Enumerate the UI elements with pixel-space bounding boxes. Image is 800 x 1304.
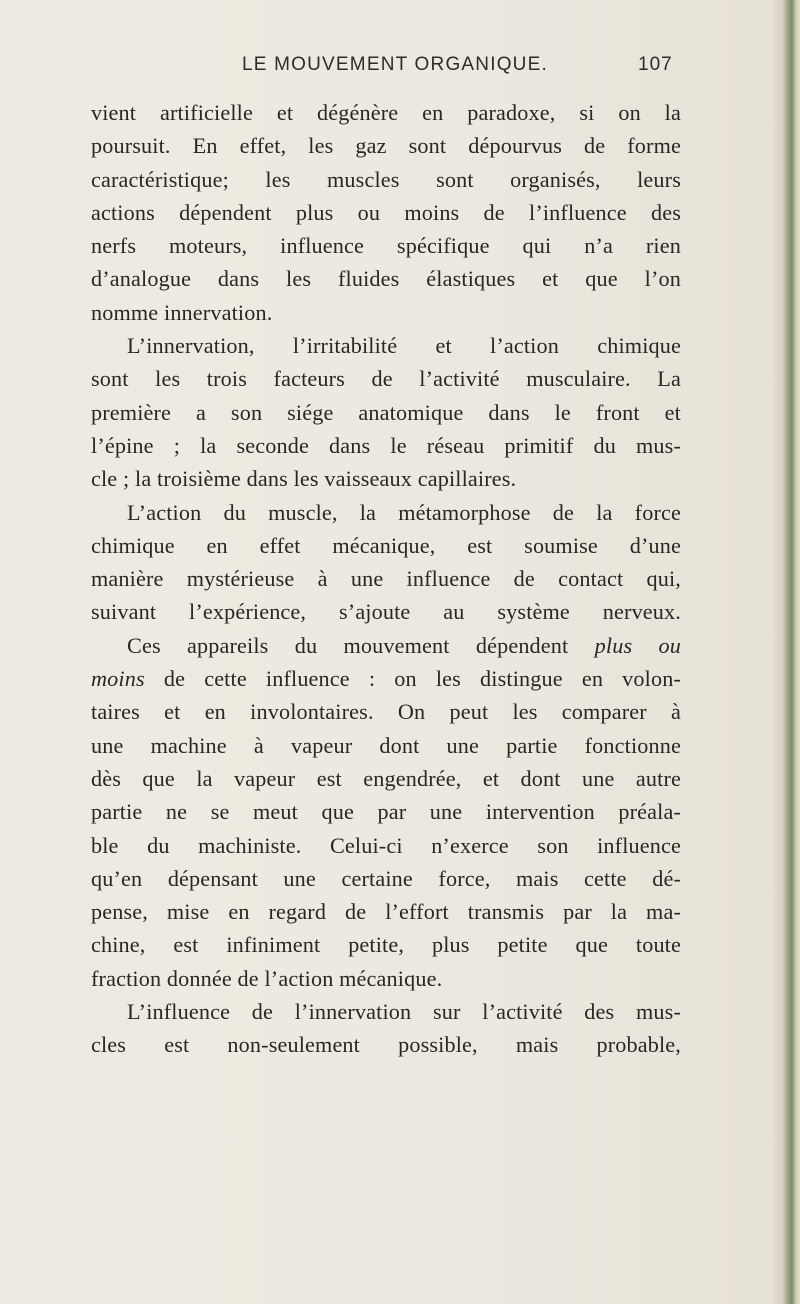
text-line: cles est non-seulement possible, mais probable, xyxy=(91,1032,681,1058)
text-segment: Ces appareils du mouvement dépendent xyxy=(127,632,569,658)
text-line-with-italic xyxy=(91,662,681,695)
text-line: nerfs moteurs, influence spécifique qui n’a rien xyxy=(91,233,681,259)
running-head: LE MOUVEMENT ORGANIQUE. xyxy=(242,54,548,75)
text-line: fraction donnée de l’action mécanique. xyxy=(91,965,443,991)
text-line: qu’en dépensant une certaine force, mais cette dé- xyxy=(91,865,681,891)
text-line: chimique en effet mécanique, est soumise d’une xyxy=(91,532,681,558)
text-line: caractéristique; les muscles sont organisés, leurs xyxy=(91,166,681,192)
page-number: 107 xyxy=(638,54,673,75)
text-line: partie ne se meut que par une intervention préala- xyxy=(91,799,681,825)
paragraph-start-line: L’action du muscle, la métamorphose de la force xyxy=(127,499,681,525)
text-line: vient artificielle et dégénère en paradoxe, si on la xyxy=(91,100,681,125)
page-edge-shadow xyxy=(772,0,782,1304)
text-line-with-italic xyxy=(91,629,681,662)
text-line: dès que la vapeur est engendrée, et dont une autre xyxy=(91,765,681,791)
italic-phrase: plus ou xyxy=(594,632,681,658)
text-line: actions dépendent plus ou moins de l’influence des xyxy=(91,199,681,225)
text-line: sont les trois facteurs de l’activité musculaire. La xyxy=(91,366,681,392)
text-line: ble du machiniste. Celui-ci n’exerce son influence xyxy=(91,832,681,858)
text-line: nomme innervation. xyxy=(91,299,273,325)
paragraph-start-line: L’innervation, l’irritabilité et l’action chimique xyxy=(127,333,681,359)
text-line: manière mystérieuse à une influence de contact qui, xyxy=(91,566,681,592)
text-line: poursuit. En effet, les gaz sont dépourvus de forme xyxy=(91,133,681,159)
text-line: taires et en involontaires. On peut les comparer à xyxy=(91,699,681,725)
page-header xyxy=(90,54,760,84)
text-line: cle ; la troisième dans les vaisseaux capillaires. xyxy=(91,466,517,492)
book-edge-strip xyxy=(782,0,800,1304)
text-line: première a son siége anatomique dans le front et xyxy=(91,399,681,425)
italic-word: moins xyxy=(91,666,145,692)
text-body xyxy=(91,96,681,1062)
paragraph-start-line: L’influence de l’innervation sur l’activité des mus- xyxy=(127,999,681,1025)
text-segment: de cette influence : on les distingue en volon- xyxy=(163,666,681,692)
text-line: chine, est infiniment petite, plus petite que toute xyxy=(91,932,681,958)
text-line: pense, mise en regard de l’effort transmis par la ma- xyxy=(91,899,681,925)
text-line: l’épine ; la seconde dans le réseau primitif du mus- xyxy=(91,432,681,458)
text-line: une machine à vapeur dont une partie fonctionne xyxy=(91,732,681,758)
text-line: d’analogue dans les fluides élastiques et que l’on xyxy=(91,266,681,292)
text-line: suivant l’expérience, s’ajoute au système nerveux. xyxy=(91,599,681,625)
